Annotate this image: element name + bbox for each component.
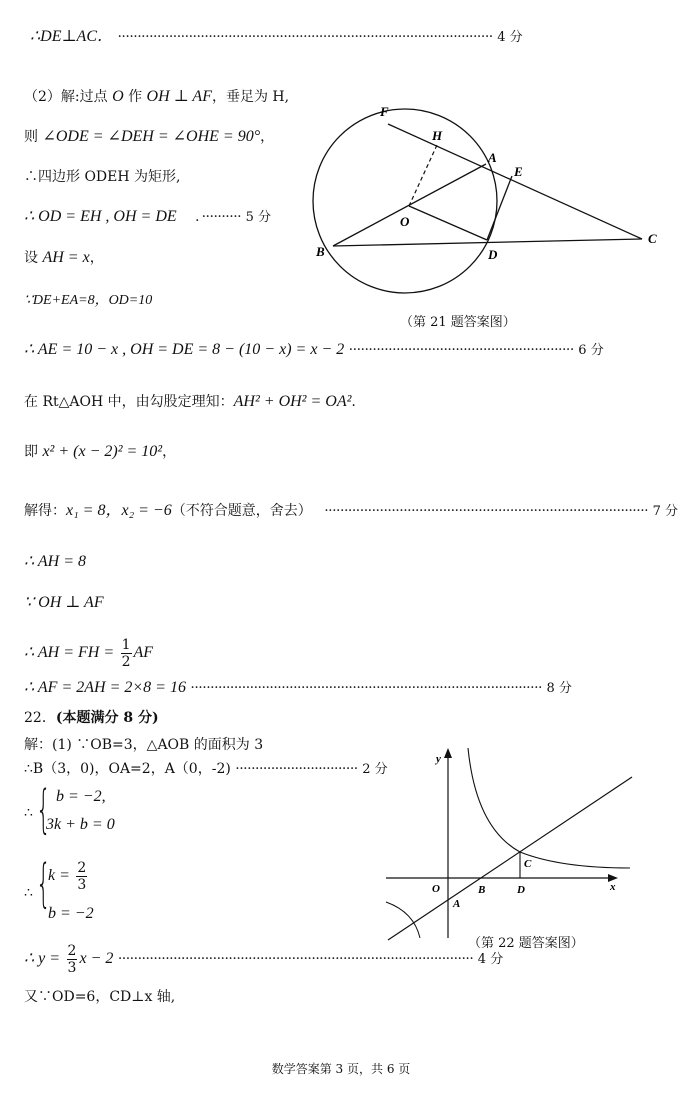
- system-1-eq1: b = −2,: [56, 788, 106, 805]
- label-a: A: [453, 898, 461, 910]
- point-o: O: [112, 88, 124, 105]
- system-1-eq2: 3k + b = 0: [46, 816, 115, 833]
- text: 解：(1) ∵OB=3，△AOB 的面积为 3: [24, 737, 264, 753]
- statement: ∴DE⊥AC．: [30, 28, 114, 45]
- score-dots: ··························································································: [117, 951, 474, 967]
- text: 作: [123, 89, 147, 105]
- fraction: [121, 637, 132, 670]
- formula: OH ⊥ AF: [146, 88, 212, 105]
- text: ∴B（3，0)，OA=2，A（0，-2): [24, 761, 231, 777]
- score-label: 4 分: [497, 30, 523, 45]
- text: ∴四边形 ODEH 为矩形,: [24, 169, 181, 185]
- line-equation: [24, 443, 176, 461]
- formula: ∠ODE = ∠DEH = ∠OHE = 90°: [42, 128, 261, 145]
- score-dots: ··················································································: [324, 503, 649, 519]
- line-od-6: [24, 988, 175, 1006]
- hyperbola-branch: [386, 902, 420, 938]
- label-a: A: [488, 150, 497, 165]
- text: ，垂足为 H,: [211, 89, 290, 105]
- system-2-eq1: [48, 857, 89, 895]
- label-y: y: [436, 753, 441, 765]
- question-22-heading: [24, 709, 159, 727]
- therefore-symbol: ∴: [24, 805, 33, 821]
- circle-o: [313, 109, 497, 293]
- label-o: O: [400, 214, 410, 229]
- line-de-perp-ac: [30, 28, 523, 47]
- score-dots: ·······························································································: [117, 29, 493, 45]
- line-od-eh: [24, 208, 271, 227]
- label-e: E: [514, 164, 523, 179]
- label-b: B: [316, 244, 325, 259]
- denominator: 3: [67, 959, 77, 976]
- text: .: [351, 394, 356, 410]
- line-22-given: [24, 736, 263, 754]
- fraction: [67, 943, 78, 976]
- score-dots: ·························································································: [190, 680, 542, 696]
- numerator: 1: [121, 636, 131, 653]
- label-b: B: [478, 884, 486, 896]
- label-c: C: [648, 231, 657, 246]
- line-de: [487, 176, 512, 240]
- text: ，: [162, 444, 177, 460]
- text: 设: [24, 250, 43, 266]
- numerator: 2: [77, 859, 87, 876]
- line-pythagoras: [24, 393, 356, 411]
- label-x: x: [610, 881, 616, 893]
- formula: ∴ OD = EH , OH = DE: [24, 208, 177, 225]
- question-number: 22．: [24, 710, 56, 726]
- figure-22: [380, 742, 640, 942]
- text: （2）解:过点: [24, 89, 113, 105]
- line-oh-dashed: [409, 145, 437, 206]
- formula: ∴ y =: [24, 950, 61, 967]
- label-d: D: [488, 247, 498, 262]
- hyperbola-curve: [468, 748, 630, 868]
- formula: ∴ AF = 2AH = 2×8 = 16: [24, 679, 186, 696]
- line-od: [409, 206, 487, 240]
- figure-21-caption: （第 21 题答案图）: [400, 315, 516, 330]
- numerator: 2: [67, 942, 77, 959]
- score-dots: ·························································: [348, 342, 574, 358]
- line-solution-2: [24, 88, 289, 106]
- formula: AH = x: [42, 249, 90, 266]
- score-label: 8 分: [546, 681, 572, 696]
- system-2-eq2: b = −2: [48, 905, 94, 922]
- text: 又∵OD=6，CD⊥x 轴,: [24, 989, 176, 1005]
- denominator: 3: [77, 876, 87, 893]
- line-fc: [388, 124, 642, 239]
- line-ae-oh: [24, 341, 604, 360]
- text: 则: [24, 129, 43, 145]
- line-given: [24, 291, 152, 310]
- text: 在 Rt△AOH 中，由勾股定理知：: [24, 394, 234, 410]
- left-brace: {: [36, 780, 51, 840]
- line-af-16: [24, 679, 572, 698]
- note: （不符合题意，舍去）: [171, 503, 312, 519]
- formula: x² + (x − 2)² = 10²: [42, 443, 163, 460]
- score-dots: ·······························: [235, 761, 358, 777]
- formula: AH² + OH² = OA²: [233, 393, 352, 410]
- formula: x₁ = 8，x₂ = −6: [66, 502, 172, 519]
- formula: x − 2: [79, 950, 114, 967]
- formula: ∴ AE = 10 − x , OH = DE = 8 − (10 − x) = x − 2: [24, 341, 345, 358]
- left-brace: {: [36, 854, 51, 914]
- line-22-points: [24, 760, 388, 779]
- line-linear-function: [24, 940, 503, 979]
- score-label: 5 分: [245, 210, 271, 225]
- formula: AF: [133, 644, 154, 661]
- score-dots: ．··········: [195, 209, 242, 225]
- text: ，: [260, 129, 275, 145]
- formula: ∵ OH ⊥ AF: [24, 594, 104, 611]
- line-solve: [24, 502, 678, 521]
- figure-21: [300, 96, 680, 306]
- fraction: [76, 860, 87, 893]
- score-label: 4 分: [477, 952, 504, 967]
- formula: ∴ AH = FH =: [24, 644, 115, 661]
- score-label: 2 分: [362, 762, 388, 777]
- label-h: H: [432, 128, 443, 143]
- formula: ∴ AH = 8: [24, 553, 87, 570]
- line-angles: [24, 128, 274, 146]
- text: 解得：: [24, 503, 66, 519]
- text: ∵DE+EA=8，OD=10: [24, 293, 153, 308]
- page-footer: 数学答案第 3 页，共 6 页: [271, 1062, 411, 1076]
- line-half-af: [24, 634, 153, 672]
- denominator: 2: [121, 653, 131, 670]
- therefore-symbol: ∴: [24, 885, 33, 901]
- label-f: F: [380, 104, 389, 119]
- label-o: O: [432, 883, 440, 895]
- score-label: 6 分: [578, 343, 604, 358]
- figure-22-caption: （第 22 题答案图）: [468, 936, 584, 951]
- score-label: 7 分: [652, 504, 678, 519]
- formula: k =: [48, 867, 70, 884]
- line-set-ah: [24, 249, 104, 267]
- label-c: C: [524, 858, 532, 870]
- label-d: D: [517, 884, 525, 896]
- line-oh-perp-af: [24, 594, 104, 612]
- text: 即: [24, 444, 43, 460]
- text: ，: [89, 250, 104, 266]
- question-title: (本题满分 8 分): [55, 710, 159, 726]
- line-rectangle: [24, 168, 180, 186]
- y-arrow-icon: [444, 748, 452, 758]
- line-ab: [388, 777, 632, 940]
- line-ah-8: [24, 553, 86, 571]
